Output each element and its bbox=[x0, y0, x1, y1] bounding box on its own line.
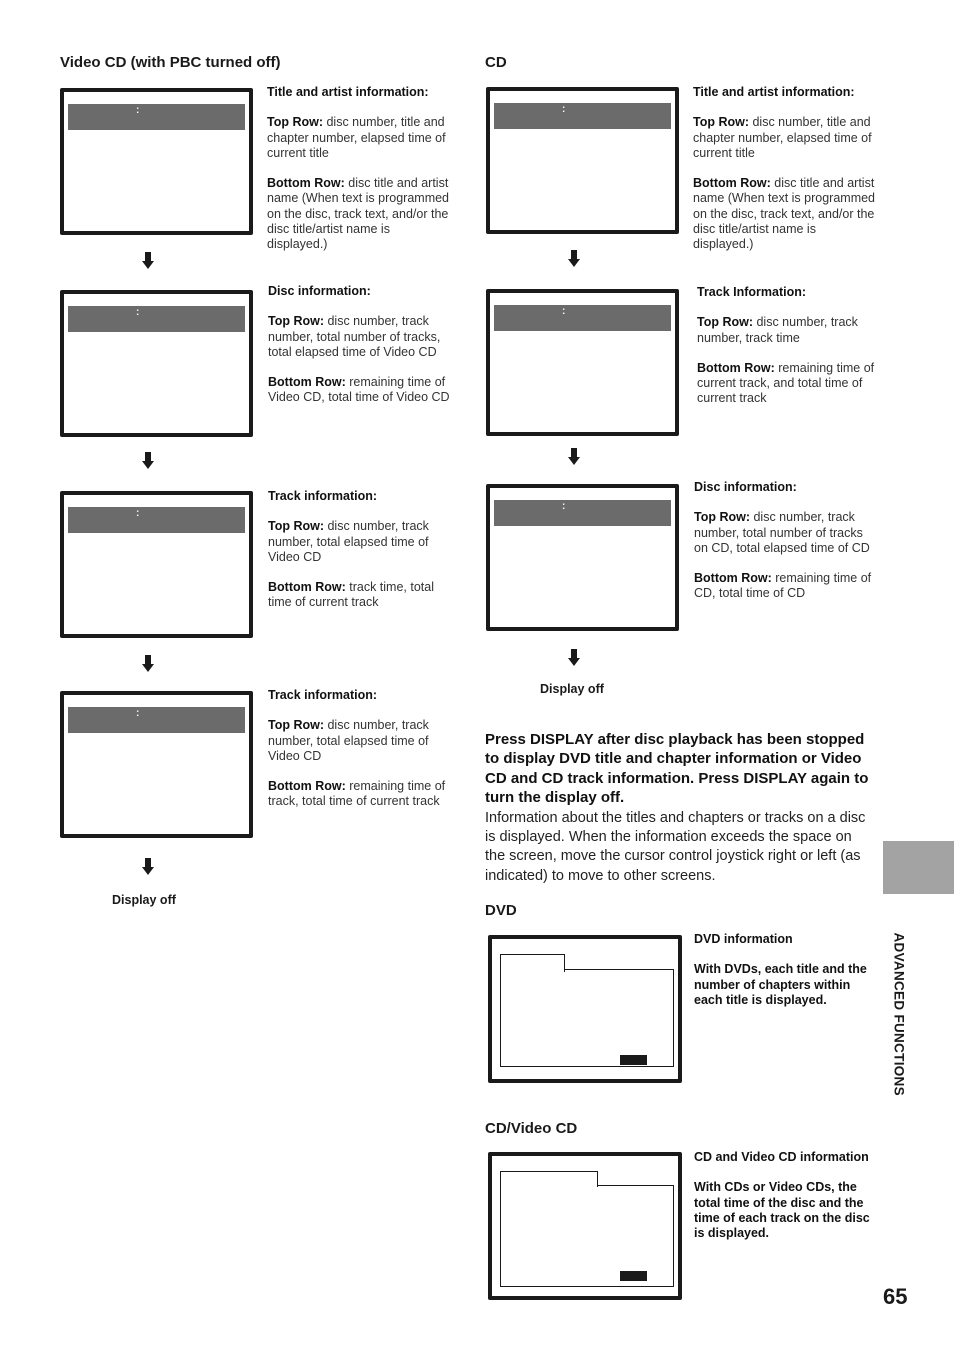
video-cd-track-remaining-description bbox=[268, 688, 450, 825]
down-arrow-icon bbox=[568, 649, 580, 667]
description-title: Title and artist information: bbox=[267, 85, 429, 99]
top-row-label: Top Row: bbox=[268, 314, 324, 329]
cd-display-off: Display off bbox=[540, 682, 604, 696]
bottom-row-text: disc title and artist name (When text is programmed on the disc, track text, and/or the disc title/artist name is displayed.) bbox=[693, 176, 876, 252]
cd-title-screen bbox=[486, 87, 679, 234]
cd-heading: CD bbox=[485, 54, 507, 71]
bottom-row-text: remaining time of CD, total time of CD bbox=[694, 571, 872, 601]
video-cd-disc-screen bbox=[60, 290, 253, 437]
video-cd-track-screen bbox=[60, 491, 253, 638]
down-arrow-icon bbox=[142, 655, 154, 673]
top-row-text: disc number, title and chapter number, elapsed time of current title bbox=[267, 115, 446, 160]
top-row-label: Top Row: bbox=[268, 718, 324, 733]
bottom-row-text: remaining time of track, total time of current track bbox=[268, 779, 446, 809]
top-row-label: Top Row: bbox=[267, 115, 323, 130]
press-display-bold-text: Press DISPLAY after disc playback has been stopped to display DVD title and chapter information or Video CD and CD track information. Press DISPLAY again to turn the display off. bbox=[485, 731, 869, 807]
down-arrow-icon bbox=[142, 252, 154, 270]
video-cd-display-off: Display off bbox=[112, 893, 176, 907]
top-row-text: disc number, title and chapter number, elapsed time of current title bbox=[693, 115, 872, 160]
colon-glyph: : bbox=[136, 307, 140, 318]
description-title: Track information: bbox=[268, 688, 378, 702]
bottom-row-label: Bottom Row: bbox=[268, 580, 346, 595]
press-display-body-text: Information about the titles and chapters or tracks on a disc is displayed. When the information exceeds the space on the screen, move the cursor control joystick right or left (as indicated) to move to other screens. bbox=[485, 809, 866, 884]
colon-glyph: : bbox=[136, 105, 140, 116]
cd-video-cd-info-screen bbox=[488, 1152, 682, 1300]
top-row-label: Top Row: bbox=[268, 519, 324, 534]
bottom-row-label: Bottom Row: bbox=[267, 176, 345, 191]
down-arrow-icon bbox=[568, 448, 580, 466]
dvd-info-title: DVD information bbox=[694, 932, 793, 946]
bottom-row-label: Bottom Row: bbox=[268, 375, 346, 390]
description-title: Disc information: bbox=[694, 480, 797, 494]
video-cd-heading: Video CD (with PBC turned off) bbox=[60, 54, 281, 71]
bottom-row-label: Bottom Row: bbox=[268, 779, 346, 794]
side-tab-label: ADVANCED FUNCTIONS bbox=[891, 932, 907, 1096]
down-arrow-icon bbox=[142, 858, 154, 876]
side-tab bbox=[883, 841, 954, 894]
colon-glyph: : bbox=[562, 501, 566, 512]
top-row-label: Top Row: bbox=[697, 315, 753, 330]
colon-glyph: : bbox=[562, 104, 566, 115]
bottom-row-text: track time, total time of current track bbox=[268, 580, 434, 610]
top-row-text: disc number, track number, total elapsed time of Video CD bbox=[268, 718, 429, 763]
cd-video-cd-info-text: With CDs or Video CDs, the total time of the disc and the time of each track on the disc is displayed. bbox=[694, 1180, 870, 1241]
dvd-heading: DVD bbox=[485, 902, 517, 919]
top-row-text: disc number, track number, total number of tracks, total elapsed time of Video CD bbox=[268, 314, 441, 359]
cd-video-cd-heading: CD/Video CD bbox=[485, 1120, 578, 1137]
bottom-row-text: remaining time of Video CD, total time of Video CD bbox=[268, 375, 450, 405]
cd-disc-description bbox=[694, 480, 876, 617]
description-title: Disc information: bbox=[268, 284, 371, 298]
colon-glyph: : bbox=[562, 306, 566, 317]
cd-video-cd-description bbox=[694, 1150, 876, 1256]
colon-glyph: : bbox=[136, 508, 140, 519]
video-cd-track-remaining-screen bbox=[60, 691, 253, 838]
colon-glyph: : bbox=[136, 708, 140, 719]
video-cd-title-screen bbox=[60, 88, 253, 235]
top-row-text: disc number, track number, total number of tracks on CD, total elapsed time of CD bbox=[694, 510, 870, 555]
description-title: Title and artist information: bbox=[693, 85, 855, 99]
cd-video-cd-info-title: CD and Video CD information bbox=[694, 1150, 869, 1164]
description-title: Track Information: bbox=[697, 285, 807, 299]
bottom-row-label: Bottom Row: bbox=[693, 176, 771, 191]
top-row-text: disc number, track number, track time bbox=[697, 315, 858, 345]
video-cd-title-description bbox=[267, 85, 449, 268]
down-arrow-icon bbox=[568, 250, 580, 268]
top-row-text: disc number, track number, total elapsed time of Video CD bbox=[268, 519, 429, 564]
bottom-row-label: Bottom Row: bbox=[694, 571, 772, 586]
top-row-label: Top Row: bbox=[694, 510, 750, 525]
cd-disc-screen bbox=[486, 484, 679, 631]
bottom-row-text: remaining time of current track, and total time of current track bbox=[697, 360, 875, 406]
press-display-instructions bbox=[485, 730, 870, 886]
description-title: Track information: bbox=[268, 489, 378, 503]
cd-title-description bbox=[693, 85, 875, 268]
top-row-label: Top Row: bbox=[693, 115, 749, 130]
dvd-info-screen bbox=[488, 935, 682, 1083]
bottom-row-label: Bottom Row: bbox=[697, 360, 775, 375]
video-cd-disc-description bbox=[268, 284, 450, 421]
cd-track-description bbox=[697, 285, 879, 422]
down-arrow-icon bbox=[142, 452, 154, 470]
page-number: 65 bbox=[883, 1284, 908, 1309]
video-cd-track-description bbox=[268, 489, 450, 626]
cd-track-screen bbox=[486, 289, 679, 436]
dvd-info-text: With DVDs, each title and the number of chapters within each title is displayed. bbox=[694, 962, 867, 1007]
dvd-description bbox=[694, 932, 876, 1023]
bottom-row-text: disc title and artist name (When text is programmed on the disc, track text, and/or the disc title/artist name is displayed.) bbox=[267, 176, 450, 252]
